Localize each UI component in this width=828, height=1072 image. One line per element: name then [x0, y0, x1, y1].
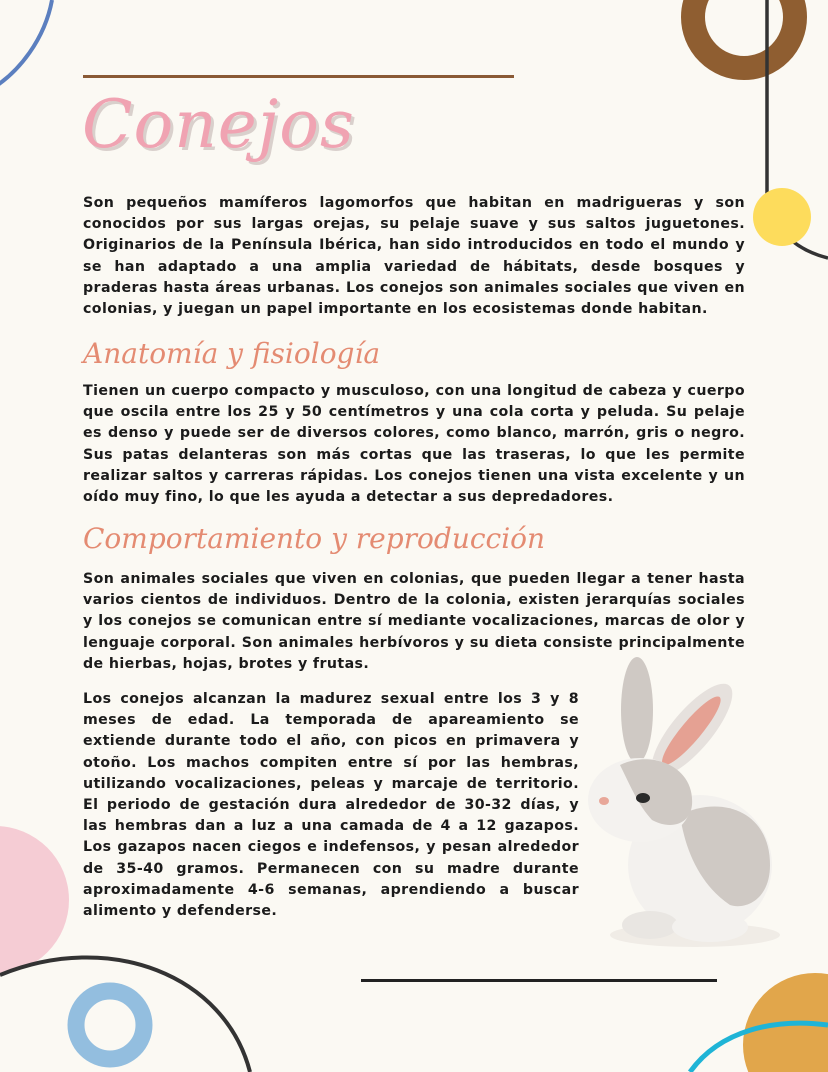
top-divider — [83, 75, 514, 78]
behavior-paragraph: Son animales sociales que viven en colonias, que pueden llegar a tener hasta varios cientos de individuos. Dentro de la colonia, existen jerarquías sociales y los conejos se comunican entre sí mediante vocalizaciones, marcas de olor y lenguaje corporal. Son animales herbívoros y su dieta consiste principalmente de hierbas, hojas, brotes y frutas. — [83, 571, 745, 672]
rabbit-nose — [599, 797, 609, 805]
blue-arc-top-left — [0, 0, 52, 90]
pink-blob — [0, 826, 69, 974]
section-heading-behavior: Comportamiento y reproducción — [83, 522, 546, 555]
rabbit-illustration — [580, 655, 780, 950]
brown-ring — [693, 0, 795, 68]
blue-ring — [76, 991, 144, 1059]
reproduction-paragraph: Los conejos alcanzan la madurez sexual entre los 3 y 8 meses de edad. La temporada de apareamiento se extiende durante todo el año, con picos en primavera y otoño. Los machos compiten entre sí por las hembras, utilizando vocalizaciones, peleas y marcaje de territorio. El periodo de gestación dura alrededor de 30-32 días, y las hembras dan a luz a una camada de 4 a 12 gazapos. Los gazapos nacen ciegos e indefensos, y pesan alrededor de 35-40 gramos. Permanecen con su madre durante aproximadamente 4-6 semanas, aprendiendo a buscar alimento y defenderse. — [83, 691, 579, 920]
rabbit-back-foot — [622, 911, 678, 939]
rabbit-front-foot — [672, 912, 748, 942]
section-heading-anatomy: Anatomía y fisiología — [83, 337, 381, 370]
page-title: Conejos — [82, 86, 355, 163]
bottom-divider — [361, 979, 717, 982]
rabbit-left-ear — [621, 657, 653, 763]
rabbit-eye — [636, 793, 650, 803]
anatomy-paragraph: Tienen un cuerpo compacto y musculoso, con una longitud de cabeza y cuerpo que oscila entre los 25 y 50 centímetros y una cola corta y peluda. Su pelaje es denso y puede ser de diversos colores, como blanco, marrón, gris o negro. Sus patas delanteras son más cortas que las traseras, lo que les permite realizar saltos y carreras rápidas. Los conejos tienen una vista excelente y un oído muy fino, lo que les ayuda a detectar a sus depredadores. — [83, 383, 745, 506]
intro-paragraph: Son pequeños mamíferos lagomorfos que habitan en madrigueras y son conocidos por sus largas orejas, su pelaje suave y sus saltos juguetones. Originarios de la Península Ibérica, han sido introducidos en todo el mundo y se han adaptado a una amplia variedad de hábitats, desde bosques y praderas hasta áreas urbanas. Los conejos son animales sociales que viven en colonias, y juegan un papel importante en los ecosistemas donde habitan. — [83, 195, 745, 318]
yellow-dot — [753, 188, 811, 246]
